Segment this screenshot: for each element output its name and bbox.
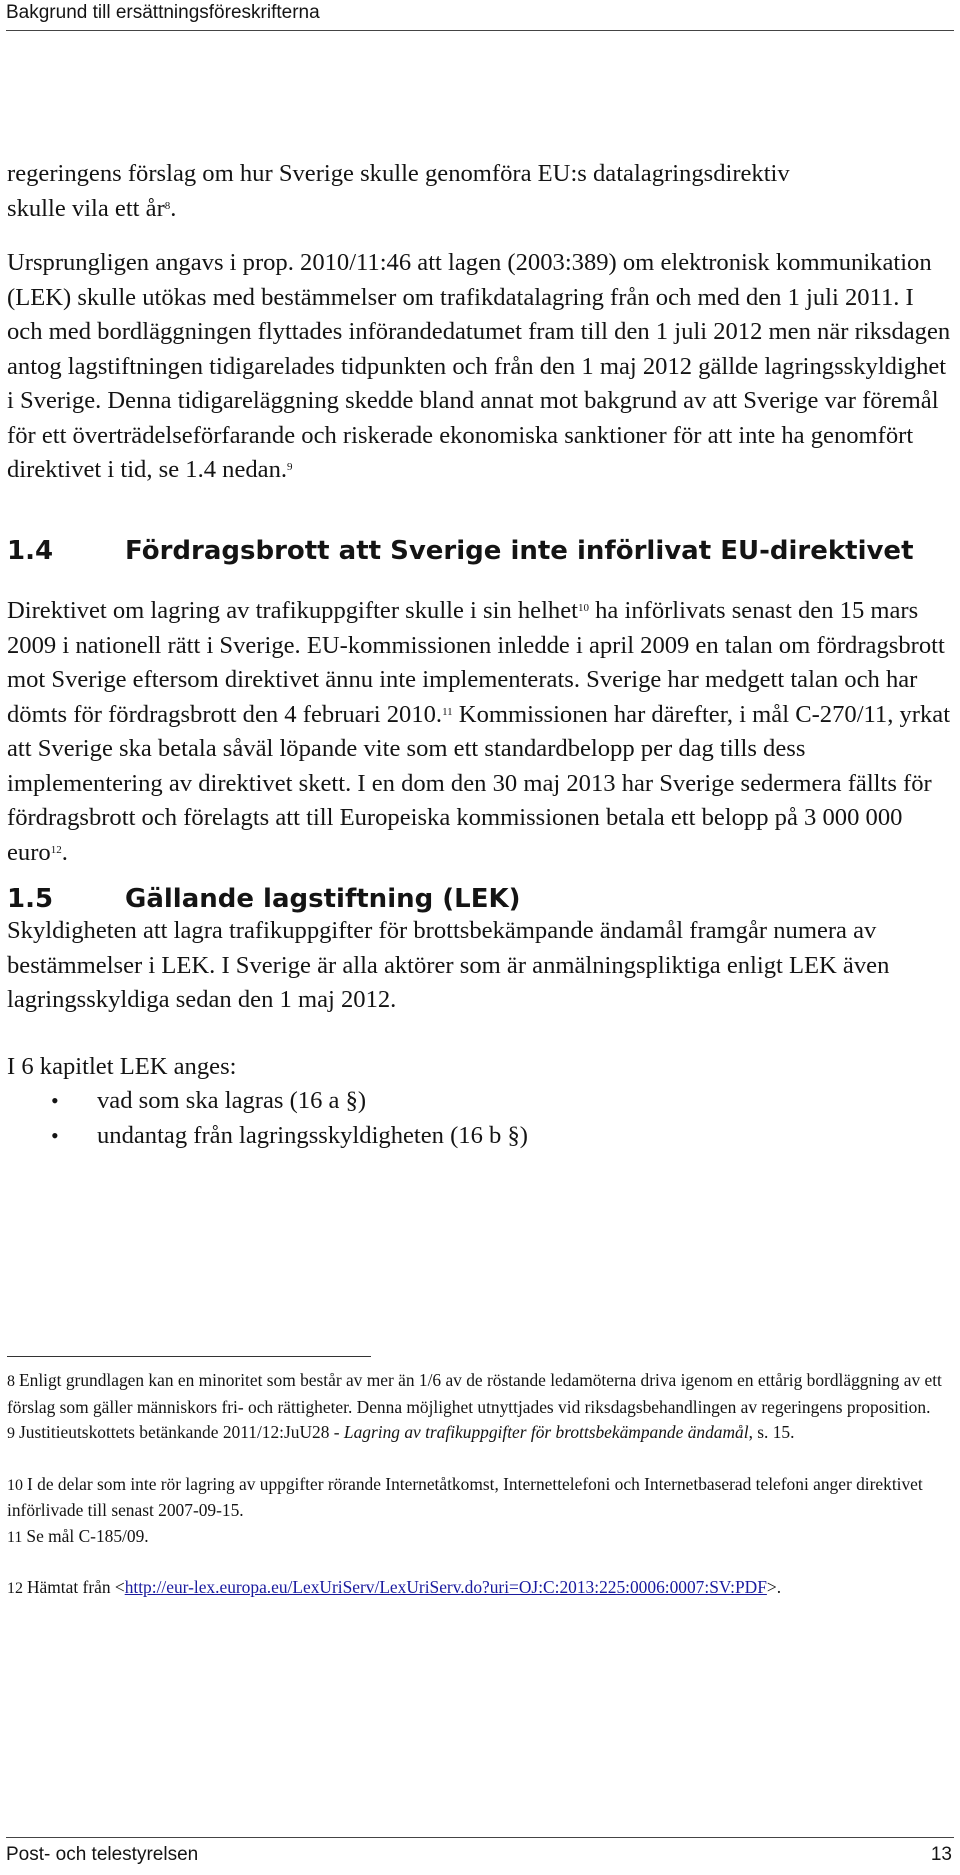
section-1-4-body: Direktivet om lagring av trafikuppgifter skulle i sin helhet$^{10}$ ha införlivats senast den 15 mars 2009 i nationell rätt i Sverige. EU-kommissionen inledde i april 2009 en talan om fördragsbrott mot Sverige eftersom direktivet ännu inte implementerats. Sverige har medgett talan och har dömts för fördragsbrott den 4 februari 2010.11 Kommissionen har därefter, i mål C-270/11, yrkat att Sverige ska betala såväl löpande vite som ett standardbelopp per dag tills dess implementering av direktivet skett. I en dom den 30 maj 2013 har Sverige sedermera fällts för fördragsbrott och förelagts att till Europeiska kommissionen betala ett belopp på 3 000 000 euro$^{12}$. <box>7 597 951 866</box>
section-number: 1.5 <box>7 884 54 914</box>
section-title: Fördragsbrott att Sverige inte införlivat EU-direktivet <box>125 536 914 566</box>
section-1-5-text: Skyldigheten att lagra trafikuppgifter för brottsbekämpande ändamål framgår numera av bestämmelser i LEK. I Sverige är alla aktörer som är anmälningspliktiga enligt LEK även lagringsskyldiga sedan den 1 maj 2012. <box>7 917 890 1013</box>
section-heading-1-4 <box>7 534 953 568</box>
section-heading-1-5 <box>7 882 953 916</box>
bullet-icon: • <box>51 1122 59 1148</box>
intro-line2: skulle vila ett år <box>7 194 165 222</box>
list-item: • vad som ska lagras (16 a §) <box>7 1084 953 1119</box>
footnote-12: 12 Hämtat från <http://eur-lex.europa.eu/LexUriServ/LexUriServ.do?uri=OJ:C:2013:225:0006:0007:SV:PDF>. <box>7 1577 782 1597</box>
footnote-11: 11 Se mål C-185/09. <box>7 1525 149 1546</box>
paragraph-background <box>7 246 953 488</box>
footnote-9: 9 Justitieutskottets betänkande 2011/12:JuU28 - Lagring av trafikuppgifter för brottsbekämpande ändamål, s. 15. <box>7 1422 795 1442</box>
footnote-ref-10[interactable]: 10 <box>577 602 589 614</box>
source-link[interactable]: http://eur-lex.europa.eu/LexUriServ/LexUriServ.do?uri=OJ:C:2013:225:0006:0007:SV:PDF <box>124 1577 767 1597</box>
paragraph-background-text: Ursprungligen angavs i prop. 2010/11:46 att lagen (2003:389) om elektronisk kommunikation (LEK) skulle utökas med bestämmelser om trafikdatalagring från och med den 1 juli 2011. I och med bordläggningen flyttades införandedatumet fram till den 1 juli 2012 men när riksdagen antog lagstiftningen tidigarelades tidpunkten och från den 1 maj 2012 gällde lagringsskyldighet i Sverige. Denna tidigareläggning skedde bland annat mot bakgrund av att Sverige var föremål för ett överträdelseförfarande och riskerade ekonomiska sanktioner för att inte ha genomfört direktivet i tid, se 1.4 nedan. <box>7 249 951 483</box>
running-footer <box>6 1837 954 1868</box>
footnotes <box>7 1368 953 1602</box>
footnote-10: 10 I de delar som inte rör lagring av uppgifter rörande Internetåtkomst, Internettelefoni och Internetbaserad telefoni anger direktivet införlivade till senast 2007-09-15. <box>7 1473 923 1520</box>
footnote-separator <box>7 1356 371 1357</box>
header-title: Bakgrund till ersättningsföreskrifterna <box>6 2 320 23</box>
page-number: 13 <box>930 1844 952 1865</box>
bullet-icon: • <box>51 1088 59 1113</box>
footer-org: Post- och telestyrelsen <box>6 1844 199 1865</box>
list-intro: I 6 kapitlet LEK anges: <box>7 1052 237 1080</box>
footnote-ref-8[interactable]: 8 <box>164 199 171 212</box>
footnote-ref-12[interactable]: 12 <box>50 843 62 856</box>
intro-paragraph: regeringens förslag om hur Sverige skulle genomföra EU:s datalagringsdirektiv skulle vila ett år$^8$. <box>7 160 790 222</box>
section-title: Gällande lagstiftning (LEK) <box>125 884 521 914</box>
list-item: • undantag från lagringsskyldigheten (16 b §) <box>7 1119 953 1154</box>
footnote-ref-11[interactable]: 11 <box>442 705 453 718</box>
provision-list <box>7 1084 953 1153</box>
section-number: 1.4 <box>7 536 54 566</box>
intro-line1: regeringens förslag om hur Sverige skulle genomföra EU:s datalagringsdirektiv <box>7 160 790 187</box>
section-1-5-body <box>7 914 953 1153</box>
footnote-8: 8 Enligt grundlagen kan en minoritet som består av mer än 1/6 av de röstande ledamöterna driva igenom en ettårig bordläggning av ett förslag som gäller människors fri- och rättigheter. Denna möjlighet utnyttjades vid riksdagsbehandlingen av regeringens proposition. <box>7 1370 942 1417</box>
running-header <box>6 0 954 31</box>
footnote-ref-9[interactable]: 9 <box>287 461 293 473</box>
